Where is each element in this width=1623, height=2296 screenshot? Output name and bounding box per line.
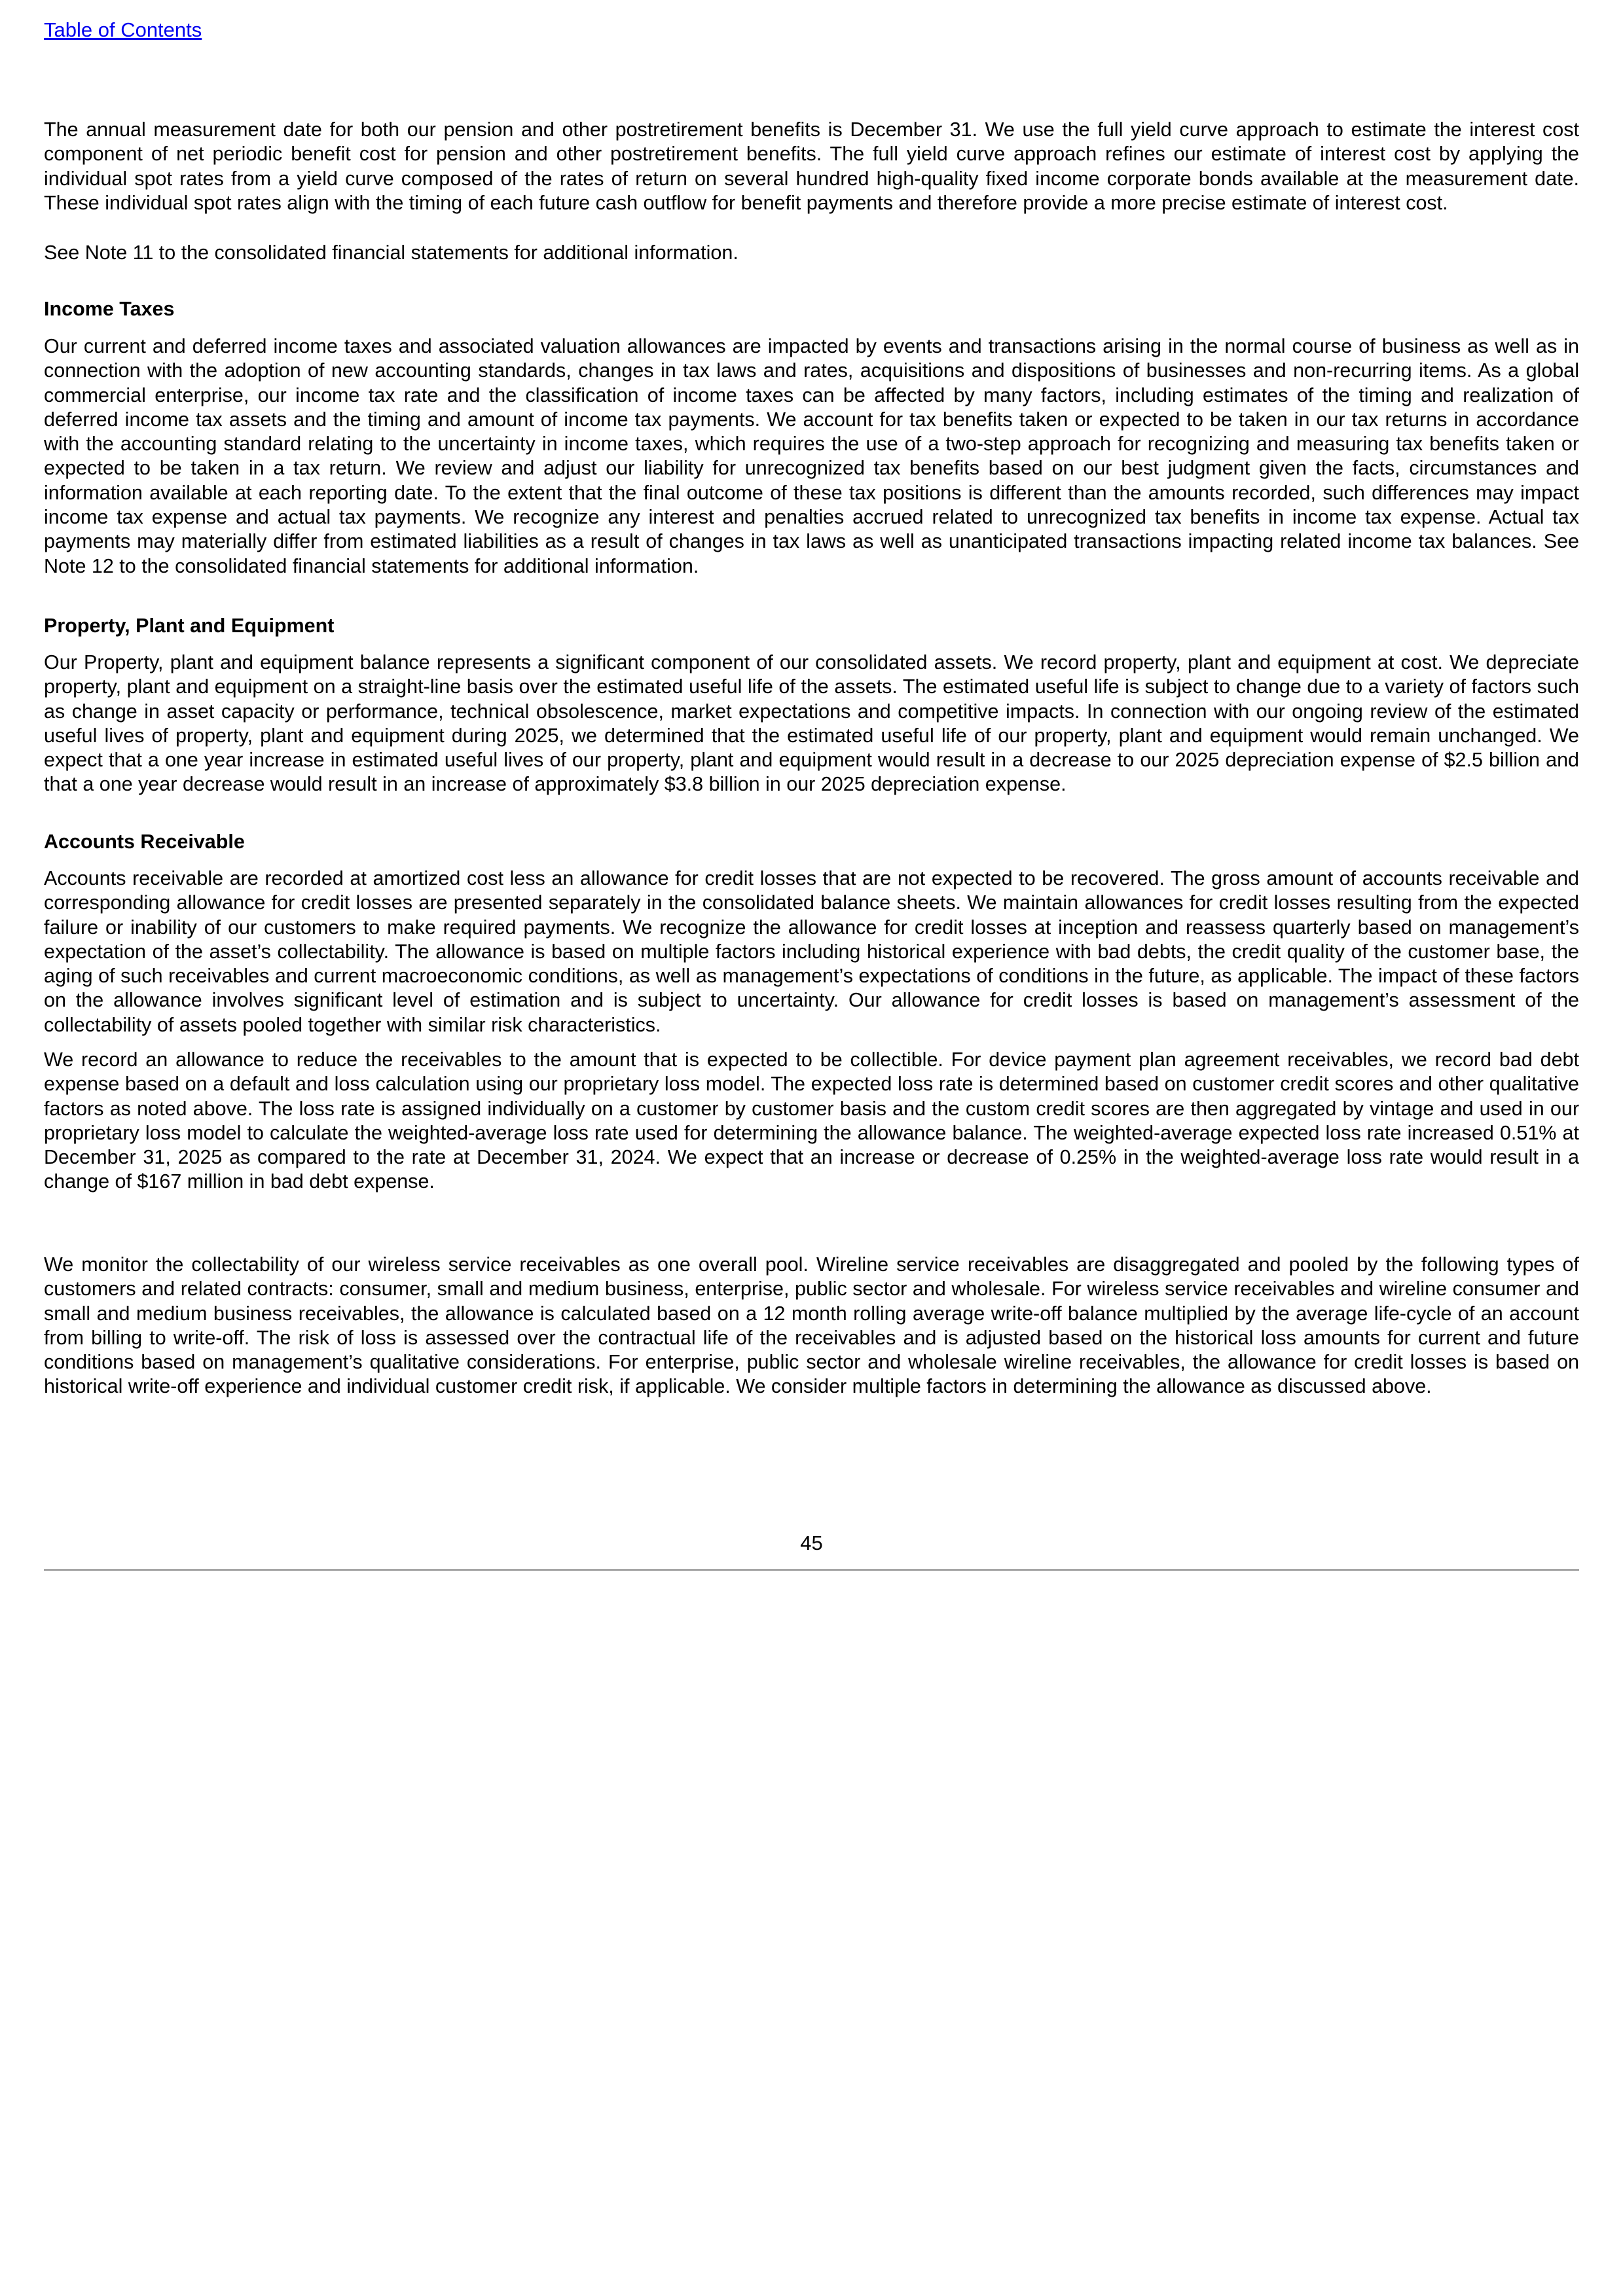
accounts-receivable-paragraph-2: We record an allowance to reduce the receivables to the amount that is expected to be collectible. For device payment plan agreement receivables, we record bad debt expense based on a default and loss calculation using our proprietary loss model. The expected loss rate is determined based on customer credit scores and other qualitative factors as noted above. The loss rate is assigned individually on a customer by customer basis and the custom credit scores are then aggregated by vintage and used in our proprietary loss model to calculate the weighted-average loss rate used for determining the allowance balance. The weighted-average expected loss rate increased 0.51% at December 31, 2025 as compared to the rate at December 31, 2024. We expect that an increase or decrease of 0.25% in the weighted-average loss rate would result in a change of $167 million in bad debt expense. bbox=[44, 1049, 1579, 1193]
table-of-contents-link[interactable]: Table of Contents bbox=[44, 18, 202, 41]
footer-divider bbox=[44, 1569, 1579, 1571]
pension-measurement-paragraph: The annual measurement date for both our pension and other postretirement benefits is December 31. We use the full yield curve approach to estimate the interest cost component of net periodic benefit cost for pension and other postretirement benefits. The full yield curve approach refines our estimate of interest cost by applying the individual spot rates from a yield curve composed of the rates of return on several hundred high-quality fixed income corporate bonds available at the measurement date. These individual spot rates align with the timing of each future cash outflow for benefit payments and therefore provide a more precise estimate of interest cost. bbox=[44, 118, 1579, 214]
accounts-receivable-paragraph-3: We monitor the collectability of our wireless service receivables as one overall pool. Wireline service receivables are disaggregated and pooled by the following types of customers and related contracts: consumer, small and medium business, enterprise, public sector and wholesale. For wireless service receivables and wireline consumer and small and medium business receivables, the allowance is calculated based on a 12 month rolling average write-off balance multiplied by the average life-cycle of an account from billing to write-off. The risk of loss is assessed over the contractual life of the receivables and is adjusted based on the historical loss amounts for current and future conditions based on management’s qualitative considerations. For enterprise, public sector and wholesale wireline receivables, the allowance for credit losses is based on historical write-off experience and individual customer credit risk, if applicable. We consider multiple factors in determining the allowance as discussed above. bbox=[44, 1253, 1579, 1398]
property-plant-equipment-heading: Property, Plant and Equipment bbox=[44, 615, 335, 637]
income-taxes-paragraph: Our current and deferred income taxes and associated valuation allowances are impacted by events and transactions arising in the normal course of business as well as in connection with the adoption of new accounting standards, changes in tax laws and rates, acquisitions and dispositions of businesses and non-recurring items. As a global commercial enterprise, our income tax rate and the classification of income taxes can be affected by many factors, including estimates of the timing and realization of deferred income tax assets and the timing and amount of income tax payments. We account for tax benefits taken or expected to be taken in our tax returns in accordance with the accounting standard relating to the uncertainty in income taxes, which requires the use of a two-step approach for recognizing and measuring tax benefits taken or expected to be taken in a tax return. We review and adjust our liability for unrecognized tax benefits based on our best judgment given the facts, circumstances and information available at each reporting date. To the extent that the final outcome of these tax positions is different than the amounts recorded, such differences may impact income tax expense and actual tax payments. We recognize any interest and penalties accrued related to unrecognized tax benefits in income tax expense. Actual tax payments may materially differ from estimated liabilities as a result of changes in tax laws as well as unanticipated transactions impacting related income tax balances. See Note 12 to the consolidated financial statements for additional information. bbox=[44, 335, 1579, 577]
income-taxes-heading: Income Taxes bbox=[44, 298, 175, 320]
accounts-receivable-paragraph-1: Accounts receivable are recorded at amortized cost less an allowance for credit losses that are not expected to be recovered. The gross amount of accounts receivable and corresponding allowance for credit losses are presented separately in the consolidated balance sheets. We maintain allowances for credit losses resulting from the expected failure or inability of our customers to make required payments. We recognize the allowance for credit losses at inception and reassess quarterly based on management’s expectation of the asset’s collectability. The allowance is based on multiple factors including historical experience with bad debts, the credit quality of the customer base, the aging of such receivables and current macroeconomic conditions, as well as management’s expectations of conditions in the future, as applicable. The impact of these factors on the allowance involves significant level of estimation and is subject to uncertainty. Our allowance for credit losses is based on management’s assessment of the collectability of assets pooled together with similar risk characteristics. bbox=[44, 867, 1579, 1036]
pension-note-reference-paragraph: See Note 11 to the consolidated financial statements for additional information. bbox=[44, 242, 739, 264]
property-plant-equipment-paragraph: Our Property, plant and equipment balance represents a significant component of our consolidated assets. We record property, plant and equipment at cost. We depreciate property, plant and equipment on a straight-line basis over the estimated useful life of the assets. The estimated useful life is subject to change due to a variety of factors such as change in asset capacity or performance, technical obsolescence, market expectations and competitive impacts. In connection with our ongoing review of the estimated useful lives of property, plant and equipment during 2025, we determined that the estimated useful life of our property, plant and equipment would remain unchanged. We expect that a one year increase in estimated useful lives of our property, plant and equipment would result in a decrease to our 2025 depreciation expense of $2.5 billion and that a one year decrease would result in an increase of approximately $3.8 billion in our 2025 depreciation expense. bbox=[44, 651, 1579, 796]
page-number: 45 bbox=[800, 1532, 823, 1554]
accounts-receivable-heading: Accounts Receivable bbox=[44, 831, 245, 853]
